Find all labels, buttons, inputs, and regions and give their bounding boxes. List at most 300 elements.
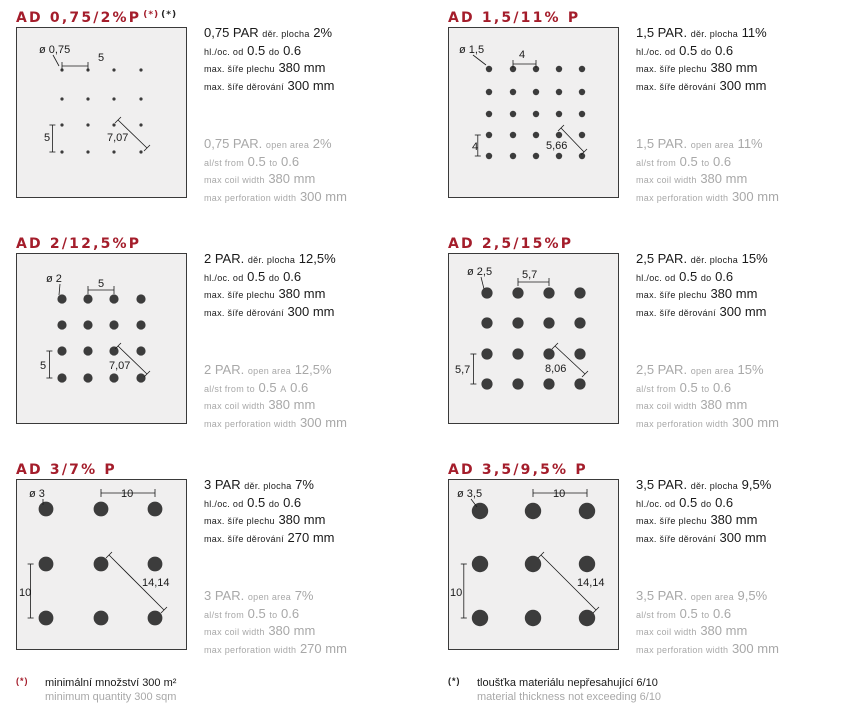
spec-text: 2%	[309, 136, 332, 151]
perforation-hole	[486, 153, 492, 159]
perforation-hole	[39, 502, 54, 517]
diameter-label: ø 3	[29, 488, 45, 500]
specs-en	[636, 588, 850, 658]
perforation-hole	[139, 97, 142, 100]
spec-text: do	[268, 46, 280, 57]
spec-text: 270 mm	[296, 640, 347, 656]
diagonal-label: 14,14	[577, 577, 605, 589]
spec-line	[204, 623, 419, 641]
perforation-hole	[148, 611, 163, 626]
perforation-hole	[543, 348, 554, 359]
spec-text: 0.5	[676, 605, 702, 621]
spec-text: max perforation width	[204, 192, 297, 203]
perforation-hole	[543, 378, 554, 389]
spec-line	[636, 171, 850, 189]
spec-text: al/st from	[636, 157, 677, 168]
perforation-hole	[525, 503, 541, 519]
spec-text: to	[269, 609, 278, 620]
spec-line	[204, 512, 419, 530]
spec-line	[636, 78, 850, 96]
diagonal-label: 7,07	[109, 360, 131, 372]
specs-en	[204, 588, 419, 658]
spec-text: 300 mm	[715, 77, 767, 93]
perforation-hole	[579, 610, 595, 626]
spec-text: 380 mm	[274, 60, 326, 75]
spec-text: 0.5	[675, 42, 701, 58]
spec-text: max. šíře plechu	[636, 290, 707, 300]
spec-text: 270 mm	[283, 529, 335, 545]
pitch-label: 5	[98, 52, 105, 64]
perforation-hole	[481, 287, 492, 298]
spec-line	[636, 43, 850, 61]
perforation-hole	[543, 317, 554, 328]
pitch-label: 5,7	[522, 269, 538, 281]
perforation-hole	[579, 111, 585, 117]
spec-text: 15%	[738, 251, 768, 266]
perforation-hole	[556, 153, 562, 159]
perforation-hole	[512, 348, 523, 359]
spec-line	[204, 495, 419, 513]
spec-text: 0.6	[709, 153, 732, 169]
spec-text: max. šíře děrování	[204, 533, 284, 544]
spec-text: open area	[690, 140, 734, 150]
diameter-pointer-line	[53, 55, 59, 66]
diameter-pointer-line	[473, 55, 486, 65]
spec-text: 380 mm	[264, 623, 316, 638]
spec-text: 7%	[291, 588, 314, 603]
spec-text: hl./oc. od	[204, 272, 244, 283]
perforation-hole	[60, 150, 63, 153]
spec-text: to	[701, 609, 710, 620]
perforation-hole	[579, 89, 585, 95]
spec-text: děr. plocha	[247, 255, 296, 265]
spec-text: děr. plocha	[262, 29, 310, 39]
perforation-hole	[472, 503, 488, 519]
spec-line	[204, 251, 419, 269]
spec-text: 0.5	[244, 605, 270, 621]
spec-text: max coil width	[636, 401, 697, 411]
spec-text: max coil width	[204, 175, 265, 185]
product-ad-35	[432, 462, 850, 688]
spec-text: 300 mm	[715, 303, 767, 319]
spec-text: max. šíře děrování	[636, 81, 716, 92]
perforation-hole	[112, 97, 115, 100]
spec-line	[636, 304, 850, 322]
spec-text: 1,5 PAR.	[636, 25, 691, 40]
perforation-hole	[57, 346, 66, 355]
perforation-hole	[57, 320, 66, 329]
spec-line	[636, 189, 850, 207]
spec-text: 0.6	[277, 153, 300, 169]
spec-text: 0.5	[243, 494, 269, 510]
perforation-hole	[94, 502, 109, 517]
specs-cz	[636, 251, 850, 321]
perforation-diagram	[16, 479, 187, 650]
row-pitch-label: 5	[44, 132, 51, 144]
perforation-hole	[486, 132, 492, 138]
spec-text: do	[268, 498, 280, 509]
perforation-hole	[139, 150, 142, 153]
perforation-hole	[579, 503, 595, 519]
perforation-hole	[556, 89, 562, 95]
perforation-hole	[543, 287, 554, 298]
spec-text: do	[700, 272, 712, 283]
spec-text: 300 mm	[283, 303, 335, 319]
diameter-pointer-line	[481, 277, 484, 289]
spec-text: max. šíře děrování	[204, 307, 284, 318]
spec-text: max. šíře děrování	[636, 533, 716, 544]
product-title: AD 3/7% P	[16, 462, 117, 478]
spec-line	[636, 588, 850, 606]
spec-text: 0.6	[709, 605, 732, 621]
product-ad-2	[0, 236, 425, 462]
spec-text: 300 mm	[296, 414, 347, 430]
spec-text: 0.5	[675, 494, 701, 510]
product-title: AD 3,5/9,5% P	[448, 462, 588, 478]
spec-text: hl./oc. od	[204, 46, 244, 57]
perforation-hole	[136, 346, 145, 355]
spec-text: 2,5 PAR.	[636, 251, 691, 266]
perforation-hole	[60, 97, 63, 100]
spec-text: max coil width	[636, 627, 697, 637]
perforation-hole	[486, 111, 492, 117]
spec-text: 9,5%	[733, 588, 768, 603]
specs-en	[636, 362, 850, 432]
spec-text: 380 mm	[696, 623, 748, 638]
spec-text: al/st from	[636, 609, 677, 620]
spec-line	[204, 362, 419, 380]
spec-text: 1,5 PAR.	[636, 136, 691, 151]
spec-line	[204, 641, 419, 659]
spec-text: 2 PAR.	[204, 251, 248, 266]
spec-line	[636, 477, 850, 495]
spec-line	[636, 415, 850, 433]
diagram-svg	[17, 480, 186, 649]
spec-text: 0.6	[279, 268, 302, 284]
footnote-mark: (*)	[16, 676, 29, 686]
spec-text: max perforation width	[636, 192, 729, 203]
perforation-hole	[481, 378, 492, 389]
perforation-hole	[510, 89, 516, 95]
perforation-diagram	[448, 27, 619, 198]
spec-text: max. šíře plechu	[204, 64, 275, 74]
spec-text: 300 mm	[728, 188, 779, 204]
spec-line	[204, 154, 419, 172]
perforation-hole	[574, 378, 585, 389]
perforation-hole	[39, 611, 54, 626]
row-pitch-label: 10	[19, 587, 32, 599]
spec-line	[636, 397, 850, 415]
diagonal-label: 14,14	[142, 577, 170, 589]
spec-line	[204, 269, 419, 287]
perforation-hole	[533, 132, 539, 138]
spec-text: 3 PAR	[204, 477, 245, 492]
spec-text: 0.5	[675, 268, 701, 284]
spec-text: al/st from	[636, 383, 677, 394]
perforation-hole	[139, 68, 142, 71]
spec-text: 300 mm	[728, 414, 779, 430]
perforation-hole	[472, 610, 488, 626]
spec-line	[204, 78, 419, 96]
perforation-hole	[112, 123, 115, 126]
spec-text: 300 mm	[283, 77, 335, 93]
perforation-hole	[512, 287, 523, 298]
spec-line	[636, 623, 850, 641]
spec-line	[636, 251, 850, 269]
spec-text: 0.5	[676, 153, 702, 169]
spec-text: 11%	[733, 136, 763, 151]
spec-text: 0.6	[709, 379, 732, 395]
spec-text: 300 mm	[296, 188, 347, 204]
perforation-hole	[109, 320, 118, 329]
spec-text: 9,5%	[738, 477, 772, 492]
specs-en	[204, 136, 419, 206]
perforation-hole	[533, 111, 539, 117]
spec-text: max. šíře plechu	[204, 290, 275, 300]
product-title: AD 1,5/11% P	[448, 10, 581, 26]
spec-line	[204, 60, 419, 78]
spec-text: 380 mm	[696, 171, 748, 186]
perforation-hole	[109, 346, 118, 355]
spec-text: max perforation width	[636, 644, 729, 655]
spec-text: 12,5%	[295, 251, 336, 266]
perforation-hole	[579, 556, 595, 572]
perforation-hole	[525, 610, 541, 626]
perforation-hole	[86, 150, 89, 153]
spec-text: open area	[690, 366, 734, 376]
specs-cz	[636, 25, 850, 95]
spec-line	[204, 380, 419, 398]
perforation-hole	[60, 123, 63, 126]
spec-line	[204, 286, 419, 304]
spec-line	[204, 477, 419, 495]
specs-en	[204, 362, 419, 432]
spec-line	[204, 588, 419, 606]
spec-line	[636, 25, 850, 43]
spec-text: do	[268, 272, 280, 283]
perforation-hole	[512, 317, 523, 328]
spec-text: A	[280, 383, 287, 394]
spec-line	[636, 380, 850, 398]
perforation-hole	[525, 556, 541, 572]
perforation-hole	[109, 294, 118, 303]
perforation-hole	[136, 320, 145, 329]
perforation-hole	[94, 611, 109, 626]
specs-en	[636, 136, 850, 206]
spec-text: 300 mm	[715, 529, 767, 545]
spec-text: max coil width	[636, 175, 697, 185]
specs-cz	[204, 25, 419, 95]
spec-text: 0.5	[243, 42, 269, 58]
spec-text: al/st from	[204, 157, 245, 168]
product-ad-075	[0, 10, 425, 236]
spec-line	[204, 43, 419, 61]
perforation-diagram	[16, 27, 187, 198]
diameter-label: ø 0,75	[39, 44, 71, 56]
diagram-svg	[449, 480, 618, 649]
perforation-hole	[512, 378, 523, 389]
spec-line	[204, 171, 419, 189]
footnote-mark-quantity: (*)	[143, 10, 160, 20]
spec-text: 3,5 PAR.	[636, 588, 691, 603]
spec-line	[636, 495, 850, 513]
spec-line	[636, 512, 850, 530]
product-title: AD 2/12,5%P	[16, 236, 142, 252]
footnote-cz: minimální množství 300 m²	[45, 677, 177, 689]
perforation-diagram	[448, 253, 619, 424]
perforation-hole	[57, 373, 66, 382]
perforation-hole	[57, 294, 66, 303]
footnote-en: material thickness not exceeding 6/10	[477, 691, 662, 703]
diagonal-label: 8,06	[545, 363, 567, 375]
diameter-pointer-line	[59, 284, 60, 295]
footnote-cz: tloušťka materiálu nepřesahující 6/10	[477, 677, 658, 689]
spec-text: 0.6	[277, 605, 300, 621]
spec-text: 380 mm	[264, 397, 316, 412]
specs-cz	[204, 477, 419, 547]
spec-text: 2,5 PAR.	[636, 362, 691, 377]
spec-text: 7%	[291, 477, 314, 492]
perforation-hole	[556, 66, 562, 72]
diagram-svg	[17, 28, 186, 197]
spec-text: max. šíře děrování	[636, 307, 716, 318]
spec-text: al/st from	[204, 609, 245, 620]
spec-text: max perforation width	[204, 418, 297, 429]
spec-line	[636, 606, 850, 624]
perforation-hole	[112, 68, 115, 71]
spec-text: děr. plocha	[690, 481, 739, 491]
product-title: AD 0,75/2%P (*) (*)	[16, 10, 178, 26]
specs-cz	[204, 251, 419, 321]
footnote-en: minimum quantity 300 sqm	[45, 691, 177, 703]
footnote-mark-thickness: (*)	[161, 10, 178, 20]
product-title: AD 2,5/15%P	[448, 236, 574, 252]
perforation-hole	[83, 320, 92, 329]
perforation-hole	[533, 153, 539, 159]
spec-text: 0.6	[711, 268, 734, 284]
spec-text: 0.5	[244, 153, 270, 169]
spec-text: open area	[265, 140, 310, 150]
spec-text: hl./oc. od	[204, 498, 244, 509]
product-ad-15	[432, 10, 850, 236]
spec-line	[204, 136, 419, 154]
spec-text: to	[701, 157, 710, 168]
spec-text: to	[701, 383, 710, 394]
spec-line	[636, 60, 850, 78]
perforation-diagram	[16, 253, 187, 424]
perforation-hole	[139, 123, 142, 126]
spec-text: 380 mm	[274, 512, 326, 527]
perforation-hole	[472, 556, 488, 572]
spec-text: max. šíře děrování	[204, 81, 284, 92]
spec-text: 0.6	[711, 42, 734, 58]
spec-text: 3 PAR.	[204, 588, 248, 603]
diameter-label: ø 2,5	[467, 266, 493, 278]
pitch-label: 4	[519, 49, 526, 61]
spec-line	[204, 606, 419, 624]
product-ad-3	[0, 462, 425, 688]
spec-text: 0.6	[286, 379, 309, 395]
spec-text: 380 mm	[696, 397, 748, 412]
perforation-hole	[94, 557, 109, 572]
spec-line	[636, 154, 850, 172]
spec-text: děr. plocha	[690, 255, 739, 265]
spec-text: 0.6	[279, 42, 302, 58]
spec-line	[204, 530, 419, 548]
diagonal-label: 5,66	[546, 140, 568, 152]
spec-text: max. šíře plechu	[204, 516, 275, 526]
spec-line	[204, 25, 419, 43]
spec-text: max coil width	[204, 627, 265, 637]
perforation-hole	[574, 348, 585, 359]
spec-text: 11%	[738, 25, 767, 40]
spec-text: do	[700, 498, 712, 509]
spec-text: hl./oc. od	[636, 46, 676, 57]
spec-text: 380 mm	[706, 60, 758, 75]
row-pitch-label: 4	[472, 141, 479, 153]
spec-line	[204, 397, 419, 415]
perforation-hole	[579, 66, 585, 72]
spec-text: 380 mm	[264, 171, 316, 186]
spec-text: open area	[690, 592, 734, 602]
spec-text: max coil width	[204, 401, 265, 411]
pitch-label: 10	[121, 488, 134, 500]
perforation-hole	[574, 317, 585, 328]
row-pitch-label: 5	[40, 360, 47, 372]
spec-text: 0.5	[254, 379, 281, 395]
spec-line	[636, 269, 850, 287]
perforation-hole	[136, 294, 145, 303]
spec-text: max. šíře plechu	[636, 64, 707, 74]
perforation-hole	[86, 97, 89, 100]
perforation-hole	[574, 287, 585, 298]
perforation-diagram	[448, 479, 619, 650]
spec-text: to	[269, 157, 278, 168]
spec-text: 0.6	[711, 494, 734, 510]
spec-line	[636, 530, 850, 548]
perforation-hole	[136, 373, 145, 382]
spec-line	[636, 641, 850, 659]
perforation-hole	[486, 89, 492, 95]
spec-text: 3,5 PAR.	[636, 477, 691, 492]
spec-line	[204, 304, 419, 322]
perforation-hole	[486, 66, 492, 72]
footnote-mark: (*)	[448, 676, 461, 686]
perforation-hole	[83, 346, 92, 355]
perforation-hole	[556, 132, 562, 138]
diagram-svg	[17, 254, 186, 423]
spec-text: 380 mm	[274, 286, 326, 301]
spec-text: 2 PAR.	[204, 362, 248, 377]
perforation-hole	[481, 317, 492, 328]
perforation-hole	[112, 150, 115, 153]
perforation-hole	[481, 348, 492, 359]
spec-text: děr. plocha	[244, 481, 292, 491]
perforation-hole	[510, 153, 516, 159]
perforation-hole	[109, 373, 118, 382]
row-pitch-label: 10	[450, 587, 463, 599]
perforation-hole	[556, 111, 562, 117]
product-ad-25	[432, 236, 850, 462]
spec-text: max perforation width	[636, 418, 729, 429]
spec-text: 0.6	[279, 494, 302, 510]
spec-text: 12,5%	[291, 362, 332, 377]
spec-text: 15%	[733, 362, 764, 377]
diameter-label: ø 1,5	[459, 44, 485, 56]
pitch-label: 10	[553, 488, 566, 500]
spec-text: max. šíře plechu	[636, 516, 707, 526]
perforation-hole	[86, 123, 89, 126]
